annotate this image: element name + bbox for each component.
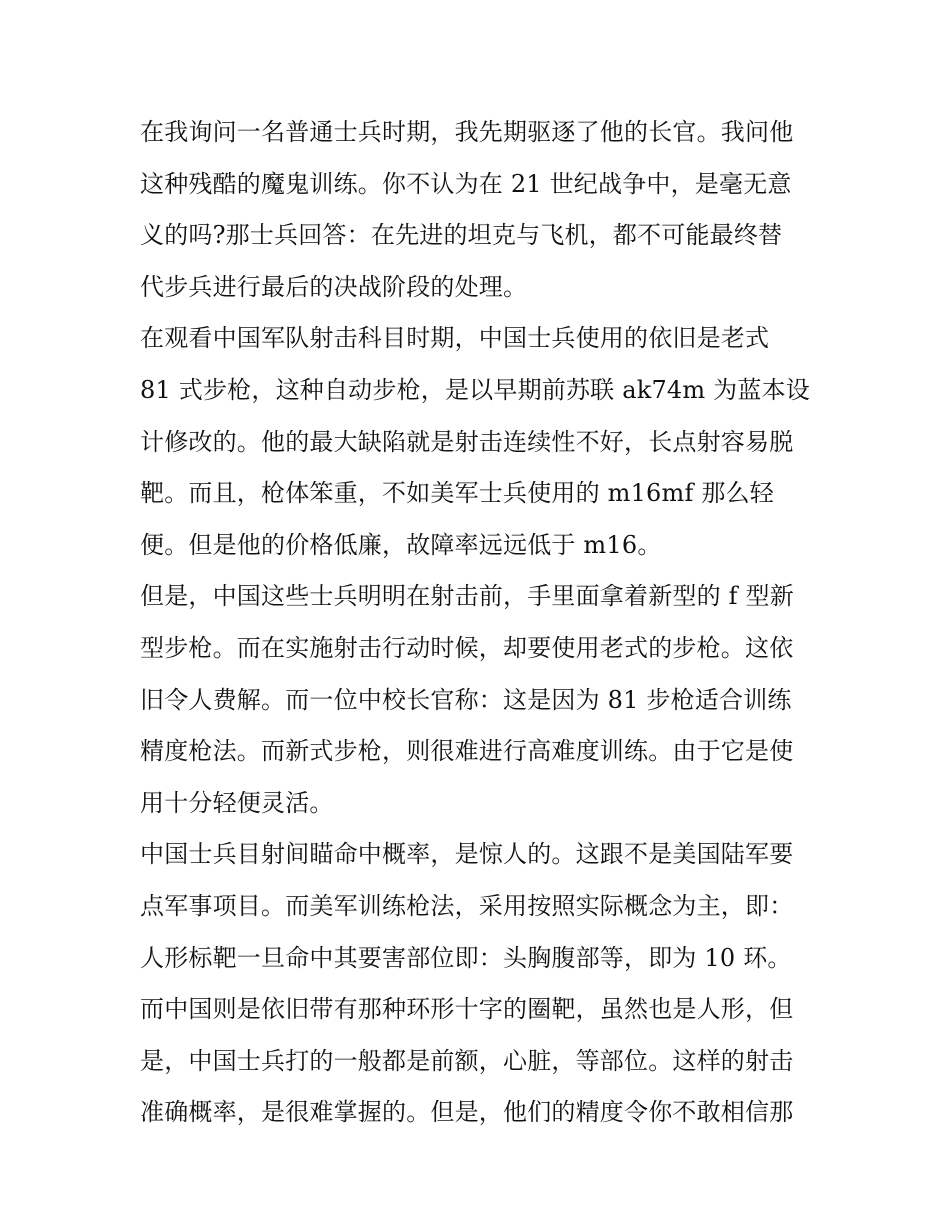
text-line-5: 在观看中国军队射击科目时期，中国士兵使用的依旧是老式 [140, 324, 770, 353]
text-line-15: 中国士兵目射间瞄命中概率，是惊人的。这跟不是美国陆军要 [140, 840, 794, 869]
text-line-20: 准确概率，是很难掌握的。但是，他们的精度令你不敢相信那 [140, 1098, 794, 1127]
text-line-11: 型步枪。而在实施射击行动时候，却要使用老式的步枪。这依 [140, 633, 794, 662]
text-line-18: 而中国则是依旧带有那种环形十字的圈靶，虽然也是人形，但 [140, 995, 794, 1024]
text-line-14: 用十分轻便灵活。 [140, 788, 334, 817]
text-line-1: 在我询问一名普通士兵时期，我先期驱逐了他的长官。我问他 [140, 118, 794, 146]
text-line-10: 但是，中国这些士兵明明在射击前，手里面拿着新型的 f 型新 [140, 582, 794, 611]
text-line-19: 是，中国士兵打的一般都是前额，心脏，等部位。这样的射击 [140, 1046, 794, 1075]
text-line-6: 81 式步枪，这种自动步枪，是以早期前苏联 ak74m 为蓝本设 [140, 375, 810, 404]
text-line-3: 义的吗?那士兵回答：在先进的坦克与飞机，都不可能最终替 [140, 221, 783, 250]
text-line-4: 代步兵进行最后的决战阶段的处理。 [140, 272, 528, 301]
text-line-16: 点军事项目。而美军训练枪法，采用按照实际概念为主，即： [140, 891, 794, 920]
document-body [140, 107, 820, 1139]
text-line-9: 便。但是他的价格低廉，故障率远远低于 m16。 [140, 530, 662, 559]
text-line-12: 旧令人费解。而一位中校长官称：这是因为 81 步枪适合训练 [140, 685, 792, 714]
text-line-13: 精度枪法。而新式步枪，则很难进行高难度训练。由于它是使 [140, 737, 794, 766]
text-line-17: 人形标靶一旦命中其要害部位即：头胸腹部等，即为 10 环。 [140, 943, 792, 972]
text-line-2: 这种残酷的魔鬼训练。你不认为在 21 世纪战争中，是毫无意 [140, 169, 792, 198]
text-line-7: 计修改的。他的最大缺陷就是射击连续性不好，长点射容易脱 [140, 427, 794, 456]
text-line-8: 靶。而且，枪体笨重，不如美军士兵使用的 m16mf 那么轻 [140, 479, 774, 508]
